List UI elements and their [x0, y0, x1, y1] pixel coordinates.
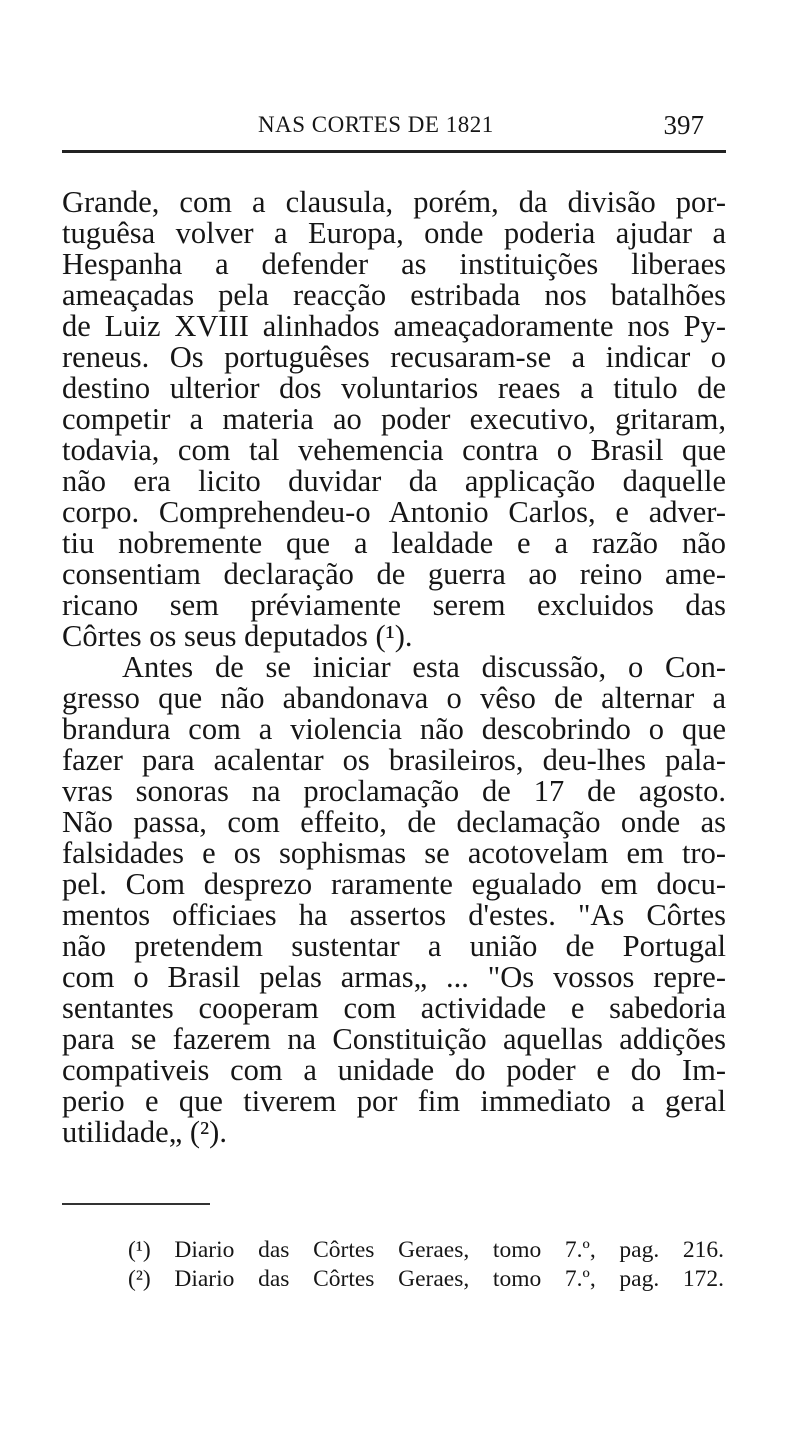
footnote: (¹) Diario das Côrtes Geraes, tomo 7.º, pag. 216.: [128, 1237, 724, 1263]
footnote-rule: [62, 1203, 210, 1205]
header-rule: [62, 150, 726, 153]
text-line: perio e que tiverem por fim immediato a geral: [62, 1084, 726, 1118]
text-line: sentantes cooperam com actividade e sabedoria: [62, 991, 726, 1025]
text-line: ricano sem préviamente serem excluidos das: [62, 588, 726, 622]
text-line: não pretendem sustentar a união de Portugal: [62, 929, 726, 963]
text-line: destino ulterior dos voluntarios reaes a titulo de: [62, 371, 726, 405]
page-header: [62, 112, 726, 152]
text-line: pel. Com desprezo raramente egualado em docu-: [62, 867, 726, 901]
text-line: compativeis com a unidade do poder e do Im-: [62, 1053, 726, 1087]
text-line: mentos officiaes ha assertos d'estes. "As Côrtes: [62, 898, 726, 932]
text-line: não era licito duvidar da applicação daquelle: [62, 464, 726, 498]
text-line: tuguêsa volver a Europa, onde poderia ajudar a: [62, 216, 726, 250]
text-line: ameaçadas pela reacção estribada nos batalhões: [62, 278, 726, 312]
text-line: todavia, com tal vehemencia contra o Brasil que: [62, 433, 726, 467]
text-line: Hespanha a defender as instituições liberaes: [62, 247, 726, 281]
text-line: vras sonoras na proclamação de 17 de agosto.: [62, 774, 726, 808]
text-line: tiu nobremente que a lealdade e a razão não: [62, 526, 726, 560]
text-line: Antes de se iniciar esta discussão, o Con-: [122, 650, 726, 684]
text-line: utilidade„ (²).: [62, 1115, 227, 1149]
text-line: brandura com a violencia não descobrindo o que: [62, 712, 726, 746]
text-line: corpo. Comprehendeu-o Antonio Carlos, e adver-: [62, 495, 726, 529]
text-line: gresso que não abandonava o vêso de alternar a: [62, 681, 726, 715]
text-line: falsidades e os sophismas se acotovelam em tro-: [62, 836, 726, 870]
running-title: NAS CORTES DE 1821: [258, 112, 494, 137]
text-line: consentiam declaração de guerra ao reino ame-: [62, 557, 726, 591]
text-line: fazer para acalentar os brasileiros, deu-lhes pala-: [62, 743, 726, 777]
text-line: reneus. Os portuguêses recusaram-se a indicar o: [62, 340, 726, 374]
text-line: de Luiz XVIII alinhados ameaçadoramente nos Py-: [62, 309, 726, 343]
footnote: (²) Diario das Côrtes Geraes, tomo 7.º, pag. 172.: [128, 1266, 724, 1292]
text-line: com o Brasil pelas armas„ ... "Os vossos repre-: [62, 960, 726, 994]
text-line: competir a materia ao poder executivo, gritaram,: [62, 402, 726, 436]
text-line: para se fazerem na Constituição aquellas addições: [62, 1022, 726, 1056]
footnotes: [128, 1236, 724, 1294]
text-line: Não passa, com effeito, de declamação onde as: [62, 805, 726, 839]
body-text: [62, 187, 726, 1148]
text-line: Côrtes os seus deputados (¹).: [62, 619, 413, 653]
text-line: Grande, com a clausula, porém, da divisão por-: [62, 185, 726, 219]
page-number: 397: [663, 110, 704, 140]
